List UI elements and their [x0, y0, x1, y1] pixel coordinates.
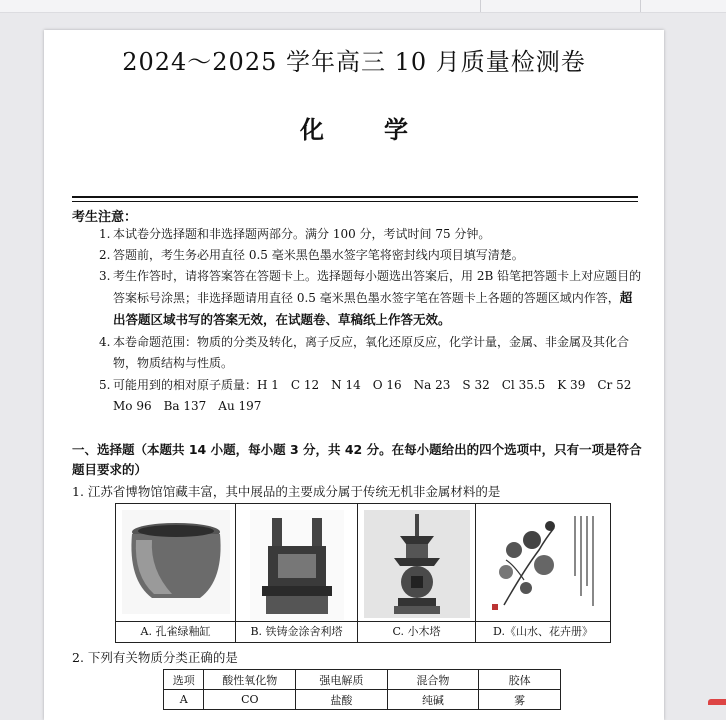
question-2: 2. 下列有关物质分类正确的是 — [72, 650, 238, 665]
notice-heading: 考生注意： — [72, 210, 138, 225]
option-d-cell — [476, 504, 610, 642]
question-1: 1. 江苏省博物馆馆藏丰富，其中展品的主要成分属于传统无机非金属材料的是 — [72, 484, 501, 499]
option-c-cell — [358, 504, 476, 642]
notice-item: 5. 可能用到的相对原子质量：H 1 C 12 N 14 O 16 Na 23 S 32 Cl 35.5 K 39 Cr 52 Mo 96 Ba 137 Au 197 — [99, 378, 644, 413]
classification-table — [163, 669, 561, 710]
option-c-label: C. 小木塔 — [358, 621, 475, 642]
subject-title: 化学 — [300, 116, 468, 144]
divider-thick — [72, 196, 638, 198]
jar-image — [122, 510, 230, 614]
option-a-label: A. 孔雀绿釉缸 — [116, 621, 235, 642]
painting-image — [484, 510, 602, 620]
pagoda-image — [250, 510, 344, 620]
notice-warning: 超出答题区域书写的答案无效，在试题卷、草稿纸上作答无效。 — [113, 290, 633, 327]
divider-thin — [72, 201, 638, 202]
exam-title: 2024～2025 学年高三 10 月质量检测卷 — [122, 48, 586, 76]
option-a-cell — [116, 504, 236, 642]
option-image-table — [115, 503, 611, 643]
section-heading: 一、选择题（本题共 14 小题，每小题 3 分，共 42 分。在每小题给出的四个选项中，只有一项是符合题目要求的） — [72, 442, 642, 477]
corner-indicator — [708, 699, 726, 705]
document-page — [44, 30, 664, 720]
toolbar-divider — [480, 0, 481, 12]
option-d-label: D.《山水、花卉册》 — [476, 621, 610, 642]
notice-item: 3. 考生作答时，请将答案答在答题卡上。选择题每小题选出答案后，用 2B 铅笔把答题卡上对应题目的答案标号涂黑；非选择题请用直径 0.5 毫米黑色墨水签字笔在答题卡上各题的答题区域内作答，超出答题区域书写的答案无效，在试题卷、草稿纸上作答无效。 — [99, 269, 642, 327]
option-b-cell — [236, 504, 358, 642]
notice-item: 4. 本卷命题范围：物质的分类及转化，离子反应，氧化还原反应，化学计量，金属、非金属及其化合物，物质结构与性质。 — [99, 335, 630, 370]
option-b-label: B. 铁铸金涂舍利塔 — [236, 621, 357, 642]
table-row: A CO 盐酸 纯碱 雾 — [164, 690, 561, 710]
notice-item: 1. 本试卷分选择题和非选择题两部分。满分 100 分，考试时间 75 分钟。 — [99, 227, 491, 241]
viewer-toolbar — [0, 0, 726, 13]
table-header-row: 选项 酸性氧化物 强电解质 混合物 胶体 — [164, 670, 561, 690]
wooden-tower-image — [364, 510, 470, 618]
toolbar-divider — [640, 0, 641, 12]
notice-item: 2. 答题前，考生务必用直径 0.5 毫米黑色墨水签字笔将密封线内项目填写清楚。 — [99, 248, 524, 262]
